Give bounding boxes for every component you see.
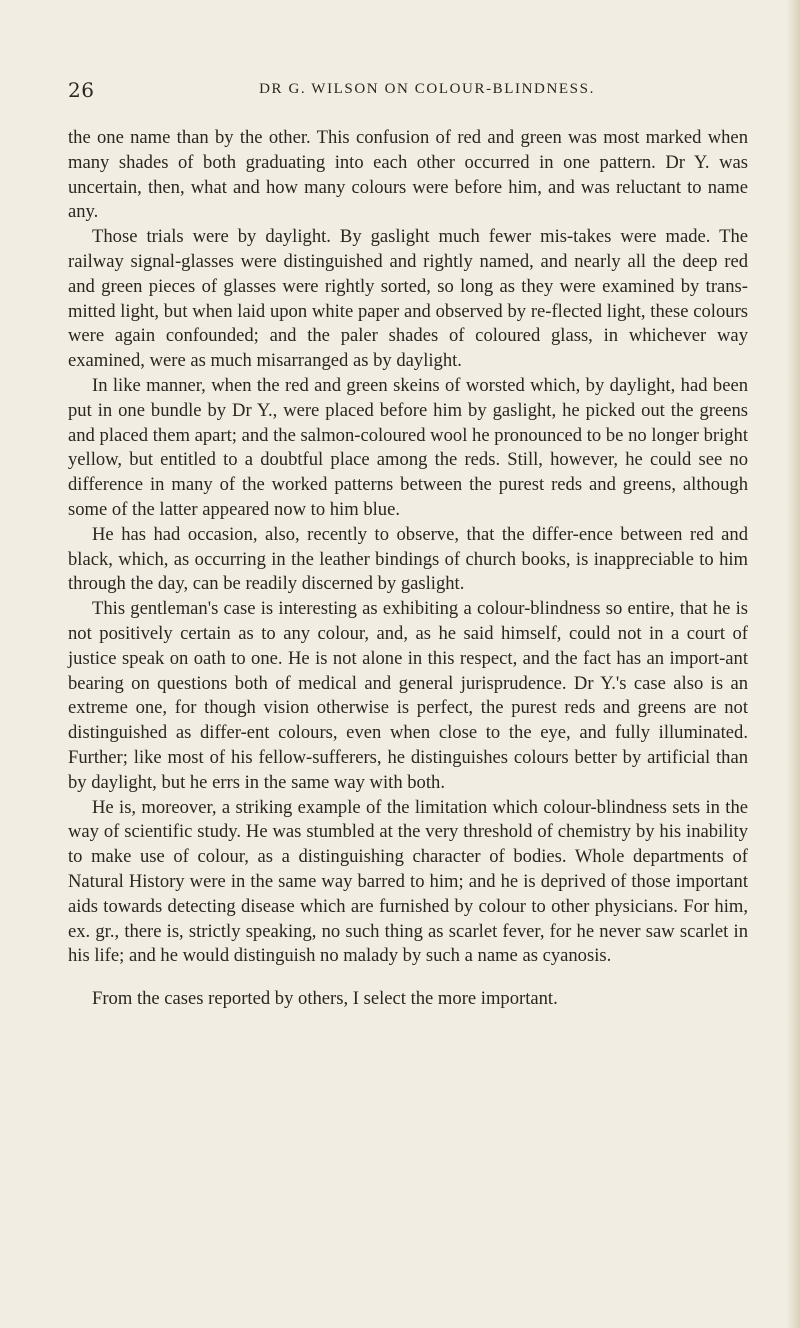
paragraph-gaslight-trials: Those trials were by daylight. By gaslight much fewer mis-takes were made. The railway signal-glasses were distinguished and rightly named, and nearly all the deep red and green pieces of glasses were rightly sorted, so long as they were examined by trans-mitted light, but when laid upon white paper and observed by re-flected light, these colours were again confounded; and the paler shades of coloured glass, in whichever way examined, were as much misarranged as by daylight. xyxy=(68,226,748,372)
paragraph-case-interest: This gentleman's case is interesting as exhibiting a colour-blindness so entire, that he is not positively certain as to any colour, and, as he said himself, could not in a court of justice speak on oath to one. He is not alone in this respect, and the fact has an import-ant bearing on questions both of medical and general jurisprudence. Dr Y.'s case also is an extreme one, for though vision otherwise is perfect, the purest reds and greens are not distinguished as differ-ent colours, even when close to the eye, and fully illuminated. Further; like most of his fellow-sufferers, he distinguishes colours better by artificial than by daylight, but he errs in the same way with both. xyxy=(68,598,748,793)
paragraph-other-cases: From the cases reported by others, I select the more important. xyxy=(92,988,558,1010)
paragraph-continued: the one name than by the other. This confusion of red and green was most marked when many shades of both graduating into each other occurred in one pattern. Dr Y. was uncertain, then, what and how many colours were before him, and was reluctant to name any. xyxy=(68,127,748,223)
running-head: DR G. WILSON ON COLOUR-BLINDNESS. xyxy=(259,81,595,97)
paragraph-worsted-skeins: In like manner, when the red and green skeins of worsted which, by daylight, had been put in one bundle by Dr Y., were placed before him by gaslight, he picked out the greens and placed them apart; and the salmon-coloured wool he pronounced to be no longer bright yellow, but entitled to a doubtful place among the reds. Still, however, he could see no difference in many of the worked patterns between the purest reds and greens, although some of the latter appeared now to him blue. xyxy=(68,374,748,520)
body-text xyxy=(68,126,748,1012)
page-edge-shadow xyxy=(786,0,800,1328)
page-number: 26 xyxy=(68,78,95,102)
paragraph-red-black: He has had occasion, also, recently to observe, that the differ-ence between red and black, which, as occurring in the leather bindings of church books, is inappreciable to him through the day, can be readily discerned by gaslight. xyxy=(68,523,748,595)
page-header xyxy=(68,78,748,104)
paragraph-scientific-limitation: He is, moreover, a striking example of the limitation which colour-blindness sets in the way of scientific study. He was stumbled at the very threshold of chemistry by his inability to make use of colour, as a distinguishing character of bodies. Whole departments of Natural History were in the same way barred to him; and he is deprived of those important aids towards detecting disease which are furnished by colour to other physicians. For him, ex. gr., there is, strictly speaking, no such thing as scarlet fever, for he never saw scarlet in his life; and he would distinguish no malady by such a name as cyanosis. xyxy=(68,796,748,967)
